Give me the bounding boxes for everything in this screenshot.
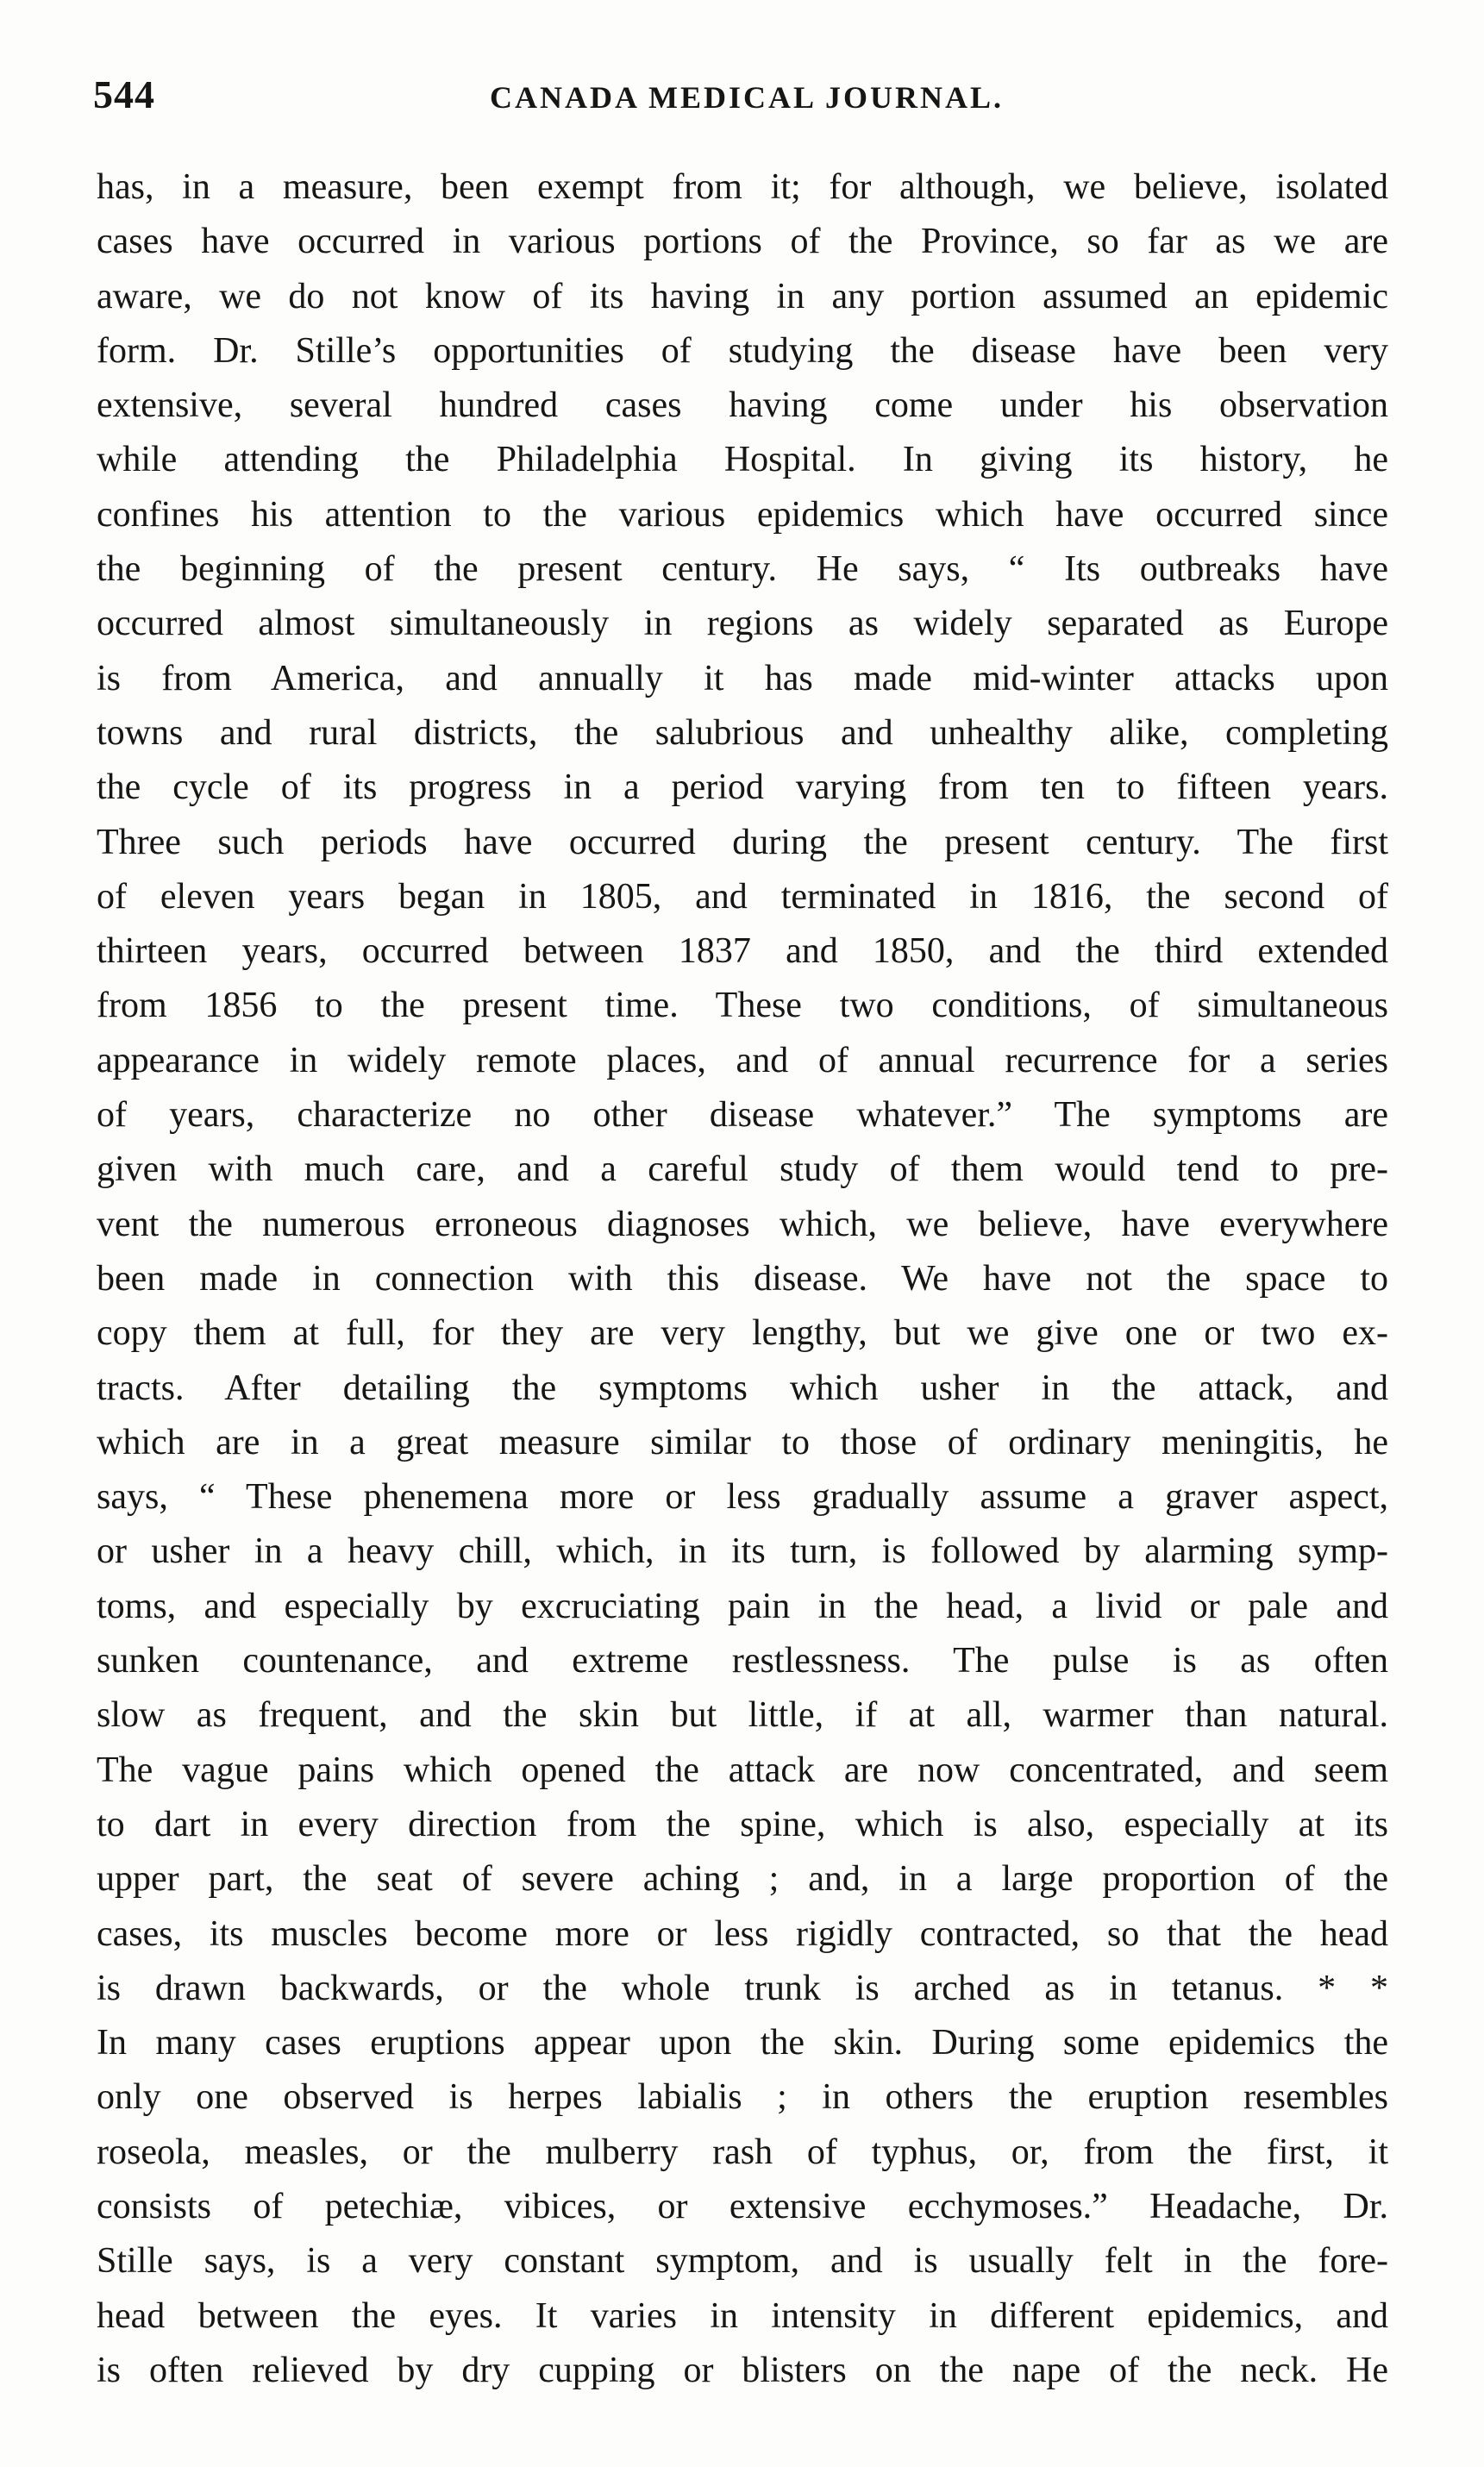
text-line: been made in connection with this disease. We have not the space to — [97, 1258, 1388, 1299]
text-line: thirteen years, occurred between 1837 and 1850, and the third extended — [97, 931, 1388, 972]
text-line: is from America, and annually it has made mid-winter attacks upon — [97, 658, 1388, 698]
text-line: the beginning of the present century. He says, “ Its outbreaks have — [97, 549, 1388, 590]
text-line: Stille says, is a very constant symptom, and is usually felt in the fore- — [97, 2241, 1388, 2282]
text-line: of years, characterize no other disease whatever.” The symptoms are — [97, 1095, 1388, 1136]
text-line: roseola, measles, or the mulberry rash of typhus, or, from the first, it — [97, 2132, 1388, 2172]
text-line: head between the eyes. It varies in intensity in different epidemics, and — [97, 2295, 1388, 2336]
text-line: extensive, several hundred cases having come under his observation — [97, 385, 1388, 426]
text-line: occurred almost simultaneously in regions as widely separated as Europe — [97, 604, 1388, 644]
text-line: to dart in every direction from the spine, which is also, especially at its — [97, 1804, 1388, 1844]
text-line: aware, we do not know of its having in any portion assumed an epidemic — [97, 276, 1388, 316]
text-line: while attending the Philadelphia Hospital. In giving its history, he — [97, 440, 1388, 480]
text-line: is often relieved by dry cupping or blisters on the nape of the neck. He — [97, 2350, 1388, 2390]
text-line: tracts. After detailing the symptoms which usher in the attack, and — [97, 1368, 1388, 1408]
text-line: sunken countenance, and extreme restlessness. The pulse is as often — [97, 1641, 1388, 1681]
text-line: of eleven years began in 1805, and terminated in 1816, the second of — [97, 876, 1388, 917]
text-line: toms, and especially by excruciating pain in the head, a livid or pale and — [97, 1586, 1388, 1626]
text-line: or usher in a heavy chill, which, in its turn, is followed by alarming symp- — [97, 1531, 1388, 1572]
text-line: which are in a great measure similar to those of ordinary meningitis, he — [97, 1422, 1388, 1462]
text-line: the cycle of its progress in a period varying from ten to fifteen years. — [97, 767, 1388, 808]
body-text — [97, 160, 1388, 2398]
page-number: 544 — [93, 72, 155, 116]
text-line: copy them at full, for they are very lengthy, but we give one or two ex- — [97, 1313, 1388, 1354]
text-line: cases have occurred in various portions of the Province, so far as we are — [97, 222, 1388, 262]
text-line: Three such periods have occurred during the present century. The first — [97, 822, 1388, 862]
text-line: consists of petechiæ, vibices, or extensive ecchymoses.” Headache, Dr. — [97, 2186, 1388, 2226]
running-head — [93, 71, 1395, 119]
text-line: slow as frequent, and the skin but little, if at all, warmer than natural. — [97, 1695, 1388, 1736]
text-line: form. Dr. Stille’s opportunities of studying the disease have been very — [97, 330, 1388, 371]
text-line: has, in a measure, been exempt from it; for although, we believe, isolated — [97, 167, 1388, 207]
text-line: upper part, the seat of severe aching ; and, in a large proportion of the — [97, 1859, 1388, 1900]
text-line: vent the numerous erroneous diagnoses which, we believe, have everywhere — [97, 1204, 1388, 1244]
text-line: The vague pains which opened the attack are now concentrated, and seem — [97, 1750, 1388, 1790]
text-line: given with much care, and a careful study of them would tend to pre- — [97, 1149, 1388, 1190]
text-line: is drawn backwards, or the whole trunk is arched as in tetanus. * * — [97, 1968, 1388, 2008]
text-line: cases, its muscles become more or less rigidly contracted, so that the head — [97, 1913, 1388, 1954]
text-line: only one observed is herpes labialis ; in others the eruption resembles — [97, 2077, 1388, 2118]
text-line: In many cases eruptions appear upon the skin. During some epidemics the — [97, 2023, 1388, 2063]
text-line: towns and rural districts, the salubrious and unhealthy alike, completing — [97, 712, 1388, 753]
text-line: says, “ These phenemena more or less gradually assume a graver aspect, — [97, 1477, 1388, 1518]
text-line: appearance in widely remote places, and of annual recurrence for a series — [97, 1040, 1388, 1080]
journal-title: CANADA MEDICAL JOURNAL. — [490, 80, 1005, 115]
text-line: confines his attention to the various epidemics which have occurred since — [97, 494, 1388, 535]
text-line: from 1856 to the present time. These two conditions, of simultaneous — [97, 986, 1388, 1026]
